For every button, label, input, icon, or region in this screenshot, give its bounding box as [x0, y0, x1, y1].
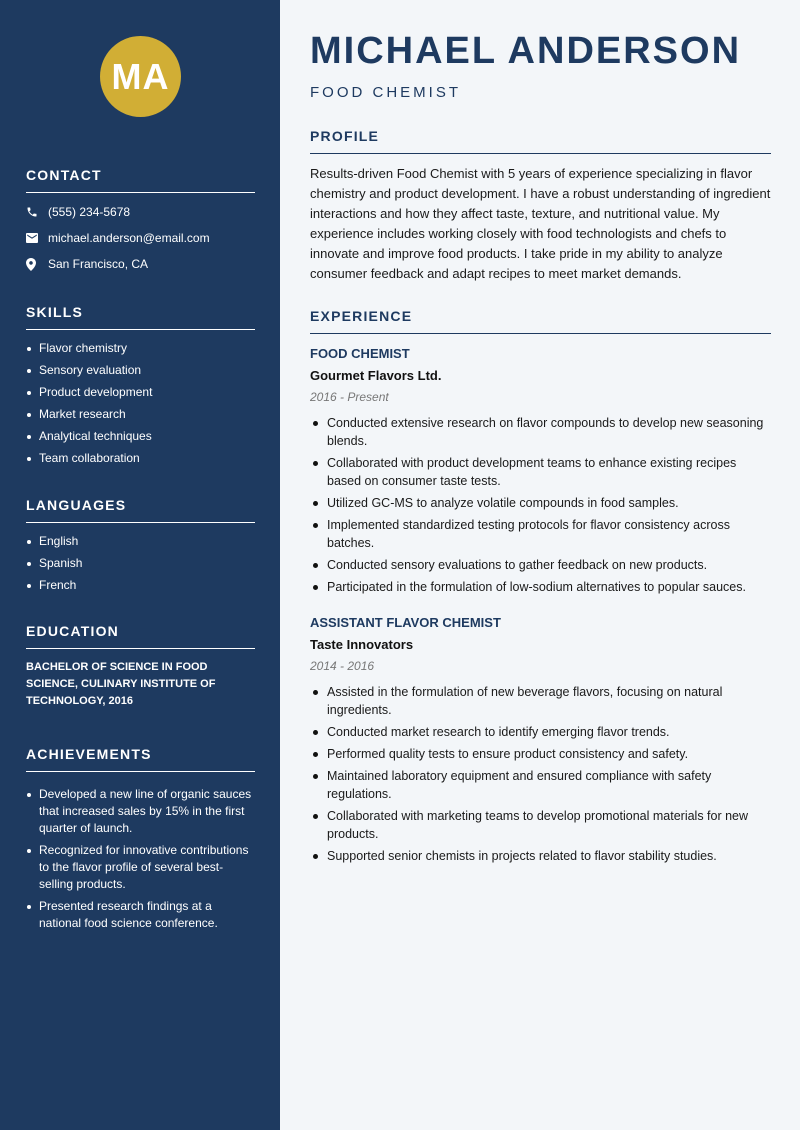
job-bullet: Implemented standardized testing protocols for flavor consistency across batches.	[310, 516, 771, 552]
job-company: Taste Innovators	[310, 637, 414, 652]
job-entry	[310, 346, 771, 600]
education-entry: BACHELOR OF SCIENCE IN FOOD SCIENCE, CULINARY INSTITUTE OF TECHNOLOGY, 2016	[26, 661, 216, 707]
languages-section	[26, 497, 255, 594]
job-bullets	[310, 683, 771, 865]
job-bullet: Participated in the formulation of low-sodium alternatives to popular sauces.	[310, 578, 771, 596]
candidate-name: MICHAEL ANDERSON	[310, 30, 742, 72]
job-bullet: Utilized GC-MS to analyze volatile compounds in food samples.	[310, 494, 771, 512]
languages-list	[26, 533, 255, 594]
language-item: Spanish	[26, 555, 255, 572]
skills-section	[26, 304, 255, 467]
skill-item: Team collaboration	[26, 450, 255, 467]
location-pin-icon	[26, 258, 48, 271]
job-title: FOOD CHEMIST	[310, 346, 410, 361]
job-bullet: Performed quality tests to ensure product consistency and safety.	[310, 745, 771, 763]
job-entry	[310, 615, 771, 869]
skill-item: Product development	[26, 384, 255, 401]
sidebar	[0, 0, 280, 1130]
achievement-item: Presented research findings at a national food science conference.	[26, 898, 255, 932]
job-dates: 2014 - 2016	[310, 659, 375, 673]
skill-item: Analytical techniques	[26, 428, 255, 445]
profile-heading: PROFILE	[310, 128, 771, 154]
achievement-item: Developed a new line of organic sauces that increased sales by 15% in the first quarter of launch.	[26, 786, 255, 837]
job-bullet: Conducted extensive research on flavor compounds to develop new seasoning blends.	[310, 414, 771, 450]
job-bullets	[310, 414, 771, 596]
skills-list	[26, 340, 255, 467]
skill-item: Market research	[26, 406, 255, 423]
job-bullet: Collaborated with marketing teams to develop promotional materials for new products.	[310, 807, 771, 843]
job-bullet: Conducted market research to identify emerging flavor trends.	[310, 723, 771, 741]
job-dates: 2016 - Present	[310, 390, 389, 404]
job-bullet: Collaborated with product development teams to enhance existing recipes based on consumer taste tests.	[310, 454, 771, 490]
language-item: English	[26, 533, 255, 550]
contact-phone	[26, 199, 255, 225]
education-heading: EDUCATION	[26, 623, 255, 649]
experience-heading: EXPERIENCE	[310, 308, 771, 334]
skill-item: Flavor chemistry	[26, 340, 255, 357]
job-title: ASSISTANT FLAVOR CHEMIST	[310, 615, 501, 630]
profile-text: Results-driven Food Chemist with 5 years of experience specializing in flavor chemistry and product development. I have a robust understanding of ingredient interactions and how they affect taste, texture, and nutritional value. My experience includes working closely with food technologists and chefs to innovate and improve food products. I take pride in my ability to analyze consumer feedback and adapt recipes to meet market demands.	[310, 166, 771, 281]
email-text: michael.anderson@email.com	[48, 231, 210, 245]
achievements-list	[26, 786, 255, 932]
job-bullet: Maintained laboratory equipment and ensured compliance with safety regulations.	[310, 767, 771, 803]
achievements-section	[26, 746, 255, 932]
skill-item: Sensory evaluation	[26, 362, 255, 379]
achievements-heading: ACHIEVEMENTS	[26, 746, 255, 772]
education-section	[26, 623, 255, 710]
skills-heading: SKILLS	[26, 304, 255, 330]
location-text: San Francisco, CA	[48, 257, 149, 271]
job-bullet: Assisted in the formulation of new beverage flavors, focusing on natural ingredients.	[310, 683, 771, 719]
achievement-item: Recognized for innovative contributions to the flavor profile of several best-selling products.	[26, 842, 255, 893]
contact-heading: CONTACT	[26, 167, 255, 193]
contact-email	[26, 225, 255, 251]
job-title-header: FOOD CHEMIST	[310, 84, 461, 101]
contact-section	[26, 167, 255, 277]
job-bullet: Conducted sensory evaluations to gather feedback on new products.	[310, 556, 771, 574]
contact-location	[26, 251, 255, 277]
language-item: French	[26, 577, 255, 594]
email-icon	[26, 233, 48, 243]
job-bullet: Supported senior chemists in projects related to flavor stability studies.	[310, 847, 771, 865]
phone-text: (555) 234-5678	[48, 205, 131, 219]
phone-icon	[26, 206, 48, 218]
avatar: MA	[100, 36, 181, 117]
job-company: Gourmet Flavors Ltd.	[310, 368, 442, 383]
languages-heading: LANGUAGES	[26, 497, 255, 523]
